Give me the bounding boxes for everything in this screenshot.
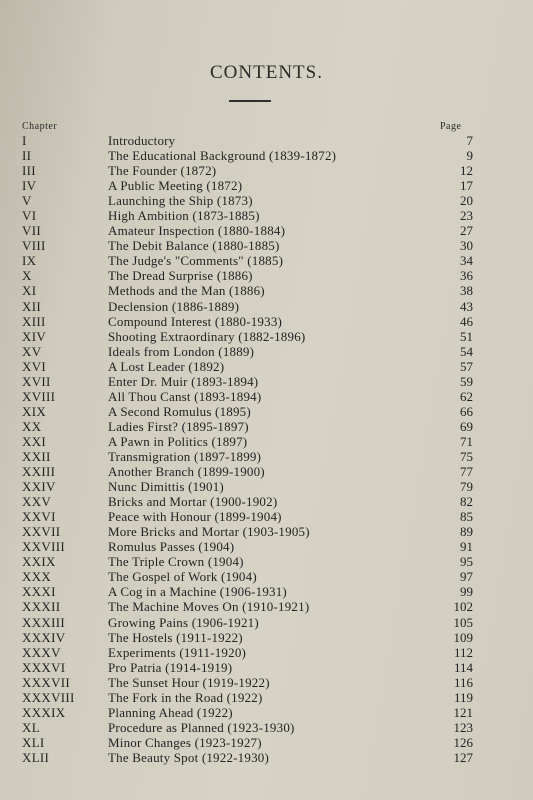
title-divider [229,100,271,102]
toc-entry [0,268,533,283]
chapter-title: Methods and the Man (1886) [108,283,265,299]
chapter-number: XXVII [22,524,61,540]
chapter-number: XXIV [22,479,56,495]
page-number: 79 [460,479,473,495]
chapter-title: Experiments (1911-1920) [108,644,247,660]
chapter-number: XVII [22,373,51,389]
toc-entry [0,494,533,509]
chapter-number: XXXI [22,584,56,600]
page-number: 82 [460,494,473,510]
toc-entry [0,374,533,389]
chapter-number: XLI [22,734,45,750]
chapter-number: XL [22,719,40,735]
page-number: 114 [453,659,473,675]
chapter-number: VIII [22,238,46,254]
chapter-title: A Public Meeting (1872) [108,178,243,194]
chapter-title: Declension (1886-1889) [108,298,240,314]
chapter-title: Ideals from London (1889) [108,343,255,359]
page-number: 27 [460,223,473,239]
page-number: 123 [453,719,473,735]
toc-entry [0,464,533,479]
chapter-title: The Debit Balance (1880-1885) [108,238,280,254]
toc-entry [0,148,533,163]
chapter-title: The Beauty Spot (1922-1930) [108,749,270,765]
chapter-title: The Triple Crown (1904) [108,554,244,570]
toc-entry [0,645,533,660]
chapter-number: XXIX [22,554,56,570]
chapter-number: XIII [22,313,46,329]
chapter-number: XIV [22,328,47,344]
chapter-title: The Dread Surprise (1886) [108,268,253,284]
page-number: 95 [460,554,473,570]
chapter-title: A Cog in a Machine (1906-1931) [108,584,287,600]
chapter-number: XXX [22,569,52,585]
chapter-number: XXXVI [22,659,66,675]
chapter-title: The Educational Background (1839-1872) [108,148,337,164]
toc-entry [0,630,533,645]
page-number: 23 [460,208,473,224]
chapter-title: Romulus Passes (1904) [108,539,235,555]
chapter-number: II [22,148,32,164]
chapter-title: Another Branch (1899-1900) [108,464,265,480]
chapter-title: The Fork in the Road (1922) [108,689,263,705]
chapter-number: X [22,268,32,284]
chapter-title: Peace with Honour (1899-1904) [108,509,282,525]
toc-entry [0,660,533,675]
page-number: 43 [460,298,473,314]
page-number: 112 [453,644,473,660]
chapter-number: XLII [22,749,50,765]
chapter-title: A Lost Leader (1892) [108,358,225,374]
chapter-title: Procedure as Planned (1923-1930) [108,719,295,735]
toc-entry [0,238,533,253]
chapter-number: XXII [22,448,51,464]
page-number: 99 [460,584,473,600]
toc-entry [0,299,533,314]
toc-entry [0,404,533,419]
chapter-title: Minor Changes (1923-1927) [108,734,262,750]
chapter-number: XXXIX [22,704,66,720]
toc-entry [0,524,533,539]
page-number: 97 [460,569,473,585]
page-number: 127 [453,749,473,765]
page-number: 121 [453,704,473,720]
chapter-title: Pro Patria (1914-1919) [108,659,233,675]
page-number: 57 [460,358,473,374]
toc-entry [0,359,533,374]
toc-entry [0,584,533,599]
page-number: 17 [460,178,473,194]
chapter-title: All Thou Canst (1893-1894) [108,388,262,404]
page-number: 89 [460,524,473,540]
chapter-title: Launching the Ship (1873) [108,193,253,209]
chapter-title: Bricks and Mortar (1900-1902) [108,494,278,510]
chapter-number: XVIII [22,388,56,404]
chapter-number: XXI [22,433,47,449]
page-number: 85 [460,509,473,525]
chapter-title: Ladies First? (1895-1897) [108,418,249,434]
chapter-number: XXV [22,494,52,510]
page-number: 75 [460,448,473,464]
page-number: 126 [453,734,473,750]
chapter-number: IV [22,178,37,194]
toc-entry [0,554,533,569]
chapter-number: VII [22,223,41,239]
toc-entry [0,690,533,705]
toc-entry [0,615,533,630]
toc-entry [0,163,533,178]
toc-entry [0,750,533,765]
chapter-title: Nunc Dimittis (1901) [108,479,224,495]
page-number: 38 [460,283,473,299]
toc-entry [0,283,533,298]
chapter-number: XXVI [22,509,56,525]
page-number: 46 [460,313,473,329]
toc-entry [0,314,533,329]
toc-entry [0,735,533,750]
page-number: 116 [453,674,473,690]
toc-entry [0,329,533,344]
chapter-number: XIX [22,403,47,419]
chapter-number: IX [22,253,37,269]
page-number: 20 [460,193,473,209]
chapter-title: The Hostels (1911-1922) [108,629,243,645]
chapter-title: The Gospel of Work (1904) [108,569,257,585]
chapter-number: VI [22,208,37,224]
toc-entry [0,434,533,449]
chapter-number: I [22,133,27,148]
toc-entry [0,178,533,193]
toc-entry [0,344,533,359]
page-number: 51 [460,328,473,344]
chapter-title: High Ambition (1873-1885) [108,208,260,224]
page-number: 69 [460,418,473,434]
chapter-number: XII [22,298,41,314]
toc-entry [0,449,533,464]
toc-entry [0,253,533,268]
page-number: 59 [460,373,473,389]
chapter-title: The Judge's "Comments" (1885) [108,253,284,269]
chapter-title: Introductory [108,133,176,148]
toc-entry [0,509,533,524]
chapter-title: A Second Romulus (1895) [108,403,251,419]
chapter-title: The Machine Moves On (1910-1921) [108,599,310,615]
page-number: 30 [460,238,473,254]
chapter-title: Transmigration (1897-1899) [108,448,262,464]
chapter-number: XXXV [22,644,61,660]
page-number: 66 [460,403,473,419]
page-number: 12 [460,163,473,179]
toc-entry [0,599,533,614]
chapter-title: Enter Dr. Muir (1893-1894) [108,373,259,389]
chapter-title: The Founder (1872) [108,163,217,179]
chapter-title: Growing Pains (1906-1921) [108,614,259,630]
page-number: 36 [460,268,473,284]
toc-entry [0,389,533,404]
page-number: 105 [453,614,473,630]
chapter-title: Planning Ahead (1922) [108,704,233,720]
page-number: 91 [460,539,473,555]
chapter-number: XXXIII [22,614,65,630]
chapter-number: XXXII [22,599,61,615]
page-number: 109 [453,629,473,645]
chapter-title: Amateur Inspection (1880-1884) [108,223,286,239]
page-number: 7 [466,133,473,148]
chapter-number: V [22,193,32,209]
toc-entry [0,539,533,554]
page-number: 9 [466,148,473,164]
page-number: 54 [460,343,473,359]
page-number: 62 [460,388,473,404]
page-column-header: Page [440,121,462,132]
chapter-number: XXXVIII [22,689,75,705]
chapter-number: XXIII [22,464,56,480]
page-number: 102 [453,599,473,615]
page-title: CONTENTS. [210,62,323,83]
toc-entry [0,208,533,223]
chapter-number: III [22,163,36,179]
chapter-number: XI [22,283,37,299]
page-number: 71 [460,433,473,449]
chapter-title: The Sunset Hour (1919-1922) [108,674,270,690]
chapter-title: More Bricks and Mortar (1903-1905) [108,524,310,540]
chapter-column-header: Chapter [22,121,58,132]
chapter-number: XXVIII [22,539,65,555]
toc-entry [0,569,533,584]
chapter-number: XV [22,343,42,359]
page-number: 119 [453,689,473,705]
toc-entry [0,675,533,690]
chapter-number: XXXIV [22,629,66,645]
toc-entry [0,193,533,208]
toc-entry [0,133,533,148]
page-number: 77 [460,464,473,480]
chapter-title: Compound Interest (1880-1933) [108,313,283,329]
chapter-number: XVI [22,358,47,374]
page-number: 34 [460,253,473,269]
table-of-contents [0,133,533,765]
toc-entry [0,720,533,735]
toc-entry [0,419,533,434]
toc-entry [0,479,533,494]
chapter-number: XX [22,418,42,434]
chapter-title: Shooting Extraordinary (1882-1896) [108,328,306,344]
chapter-number: XXXVII [22,674,71,690]
toc-entry [0,223,533,238]
chapter-title: A Pawn in Politics (1897) [108,433,248,449]
toc-entry [0,705,533,720]
